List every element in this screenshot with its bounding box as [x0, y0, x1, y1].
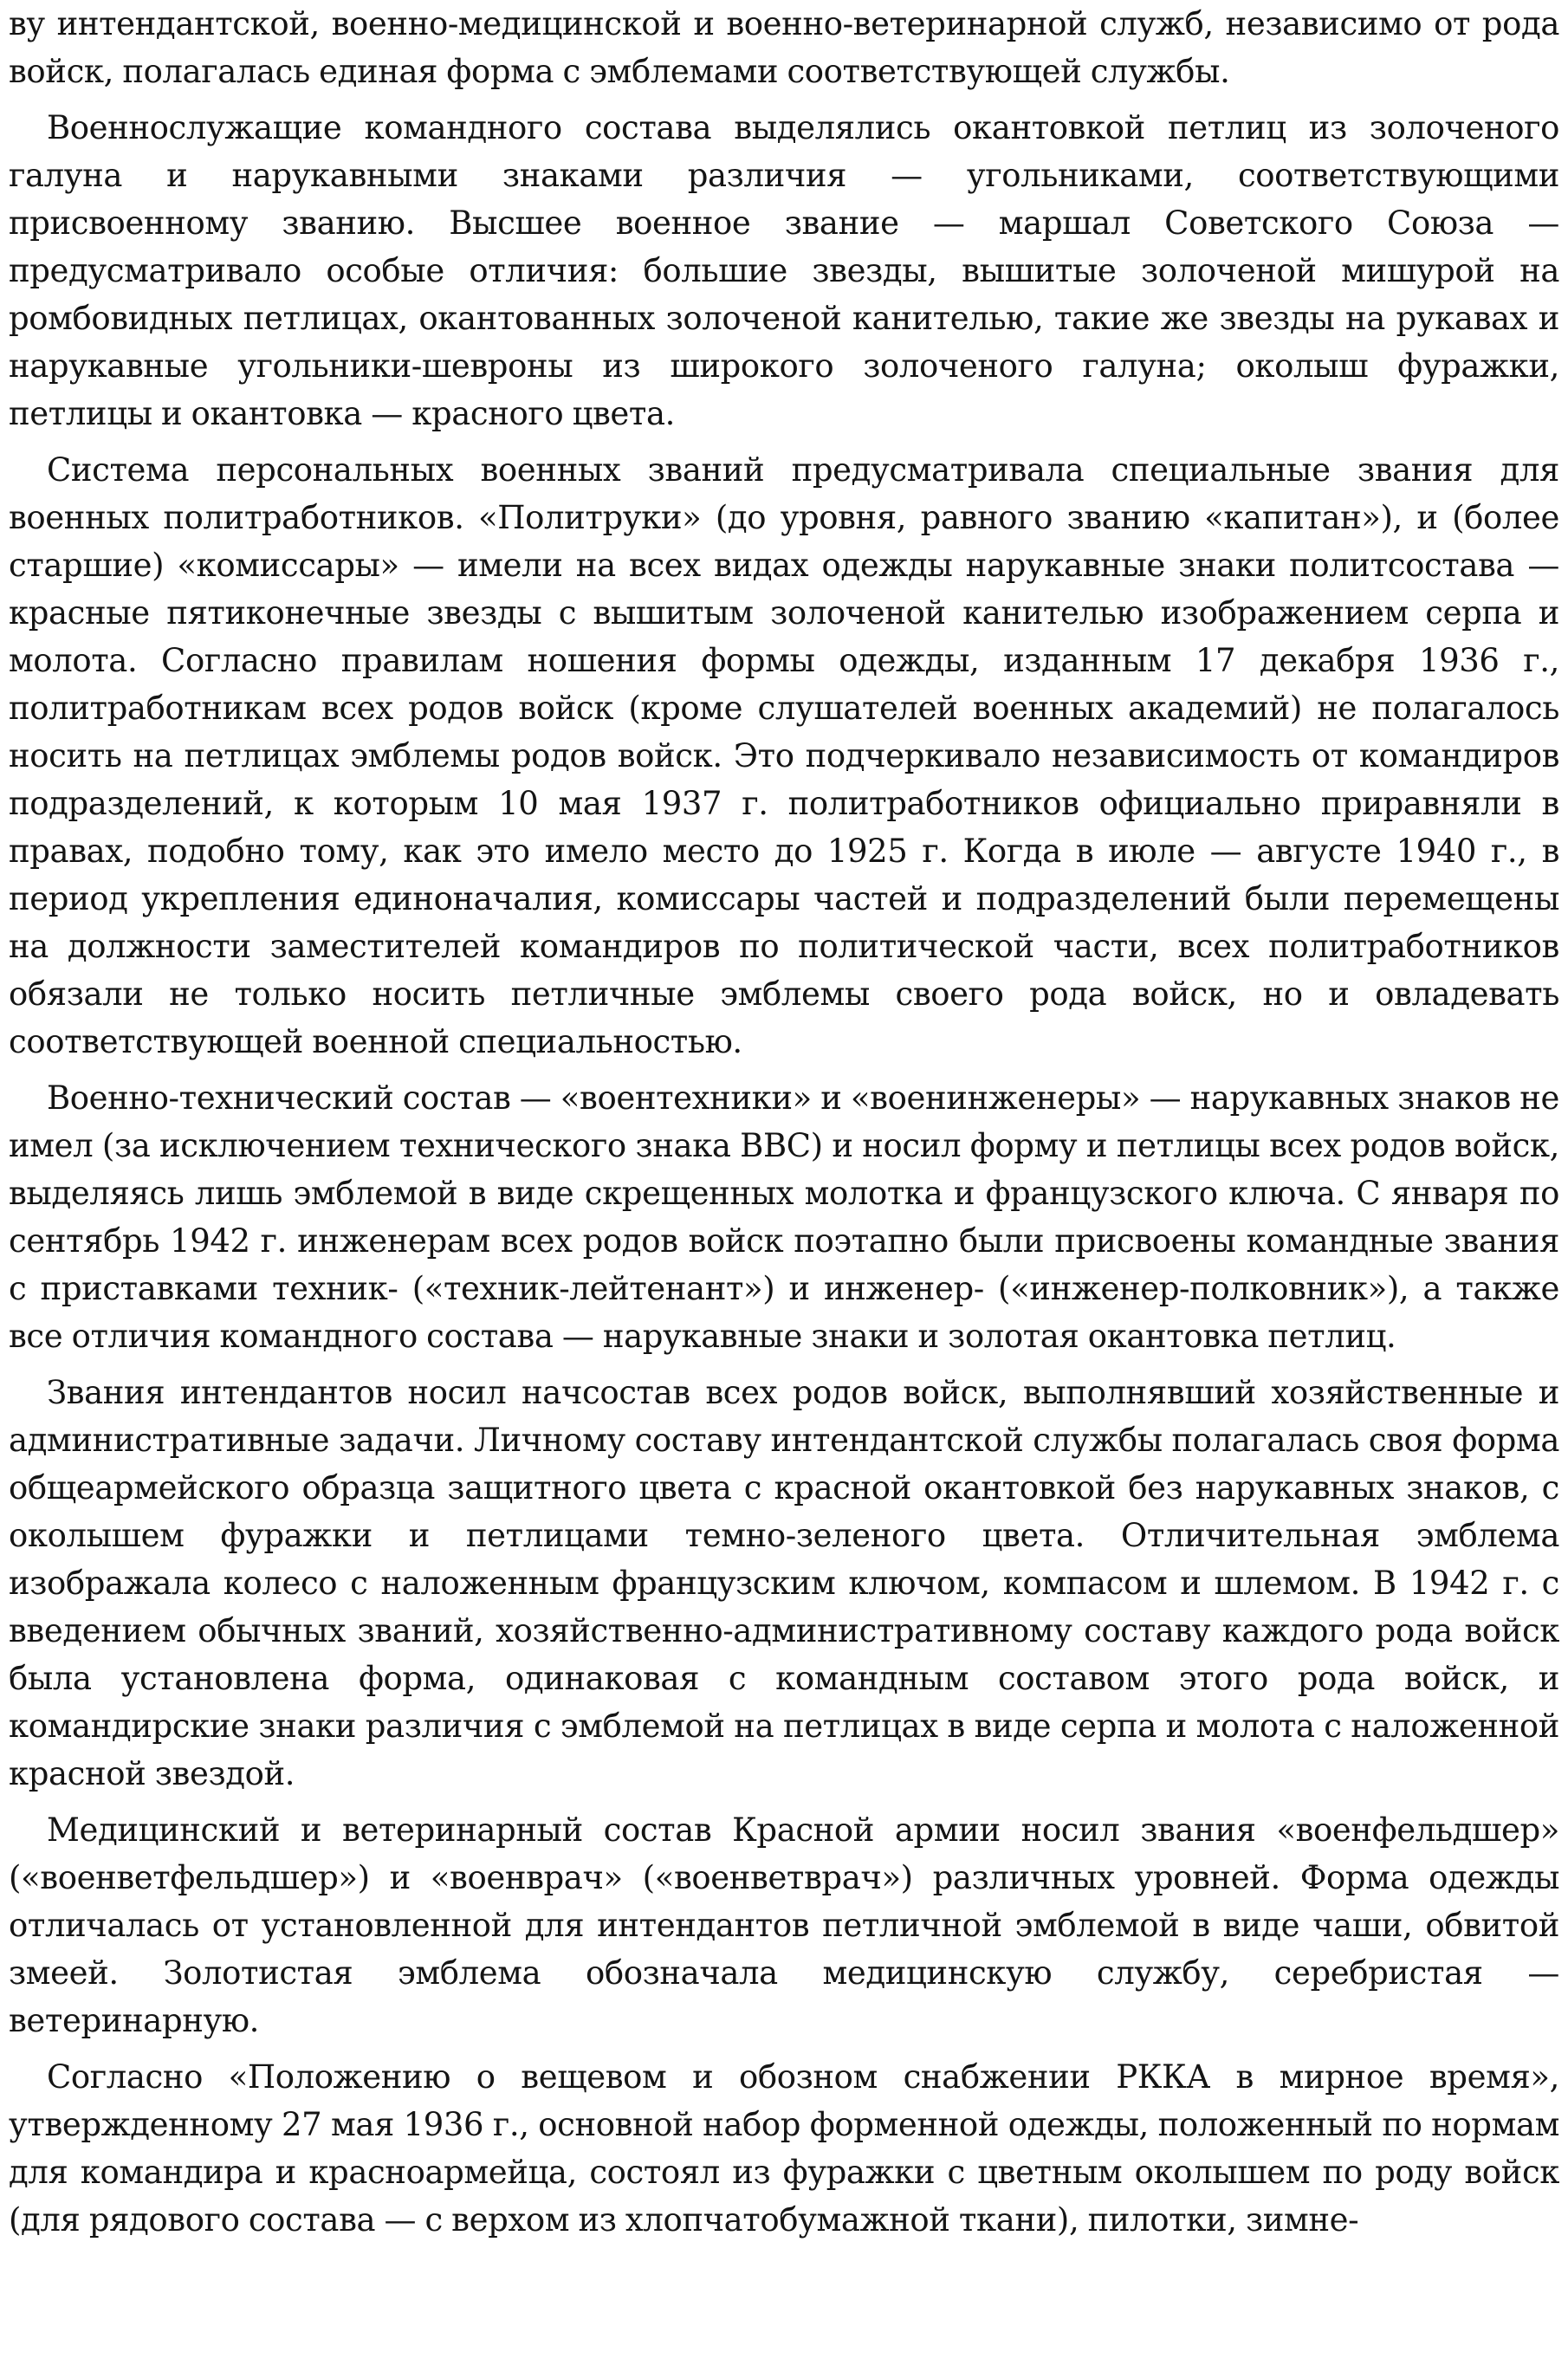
document-page — [9, 0, 1559, 2378]
paragraph-1: ву интендантской, военно-медицинской и военно-ветеринарной служб, независимо от рода войск, полагалась единая форма с эмблемами соответствующей службы. — [9, 5, 1559, 90]
paragraph-2: Военнослужащие командного состава выделялись окантовкой петлиц из золоченого галуна и нарукавными знаками различия — угольниками, соответствующими присвоенному званию. Высшее военное звание — маршал Советского Союза — предусматривало особые отличия: большие звезды, вышитые золоченой мишурой на ромбовидных петлицах, окантованных золоченой канителью, такие же звезды на рукавах и нарукавные угольники-шевроны из широкого золоченого галуна; околыш фуражки, петлицы и окантовка — красного цвета. — [9, 109, 1559, 432]
paragraph-6: Медицинский и ветеринарный состав Красной армии носил звания «военфельдшер» («военветфельдшер») и «военврач» («военветврач») различных уровней. Форма одежды отличалась от установленной для интендантов петличной эмблемой в виде чаши, обвитой змеей. Золотистая эмблема обозначала медицинскую службу, серебристая — ветеринарную. — [9, 1811, 1559, 2039]
paragraph-5: Звания интендантов носил начсостав всех родов войск, выполнявший хозяйственные и административные задачи. Личному составу интендантской службы полагалась своя форма общеармейского образца защитного цвета с красной окантовкой без нарукавных знаков, с околышем фуражки и петлицами темно-зеленого цвета. Отличительная эмблема изображала колесо с наложенным французским ключом, компасом и шлемом. В 1942 г. с введением обычных званий, хозяйственно-административному составу каждого рода войск была установлена форма, одинаковая с командным составом этого рода войск, и командирские знаки различия с эмблемой на петлицах в виде серпа и молота с наложенной красной звездой. — [9, 1374, 1559, 1792]
paragraph-7: Согласно «Положению о вещевом и обозном снабжении РККА в мирное время», утвержденному 27 мая 1936 г., основной набор форменной одежды, положенный по нормам для командира и красноармейца, состоял из фуражки с цветным околышем по роду войск (для рядового состава — с верхом из хлопчатобумажной ткани), пилотки, зимне- — [9, 2058, 1559, 2239]
paragraph-3: Система персональных военных званий предусматривала специальные звания для военных политработников. «Политруки» (до уровня, равного званию «капитан»), и (более старшие) «комиссары» — имели на всех видах одежды нарукавные знаки политсостава — красные пятиконечные звезды с вышитым золоченой канителью изображением серпа и молота. Согласно правилам ношения формы одежды, изданным 17 декабря 1936 г., политработникам всех родов войск (кроме слушателей военных академий) не полагалось носить на петлицах эмблемы родов войск. Это подчеркивало независимость от командиров подразделений, к которым 10 мая 1937 г. политработников официально приравняли в правах, подобно тому, как это имело место до 1925 г. Когда в июле — августе 1940 г., в период укрепления единоначалия, комиссары частей и подразделений были перемещены на должности заместителей командиров по политической части, всех политработников обязали не только носить петличные эмблемы своего рода войск, но и овладевать соответствующей военной специальностью. — [9, 451, 1559, 1060]
paragraph-4: Военно-технический состав — «воентехники» и «военинженеры» — нарукавных знаков не имел (за исключением технического знака ВВС) и носил форму и петлицы всех родов войск, выделяясь лишь эмблемой в виде скрещенных молотка и французского ключа. С января по сентябрь 1942 г. инженерам всех родов войск поэтапно были присвоены командные звания с приставками техник- («техник-лейтенант») и инженер- («инженер-полковник»), а также все отличия командного состава — нарукавные знаки и золотая окантовка петлиц. — [9, 1079, 1559, 1355]
